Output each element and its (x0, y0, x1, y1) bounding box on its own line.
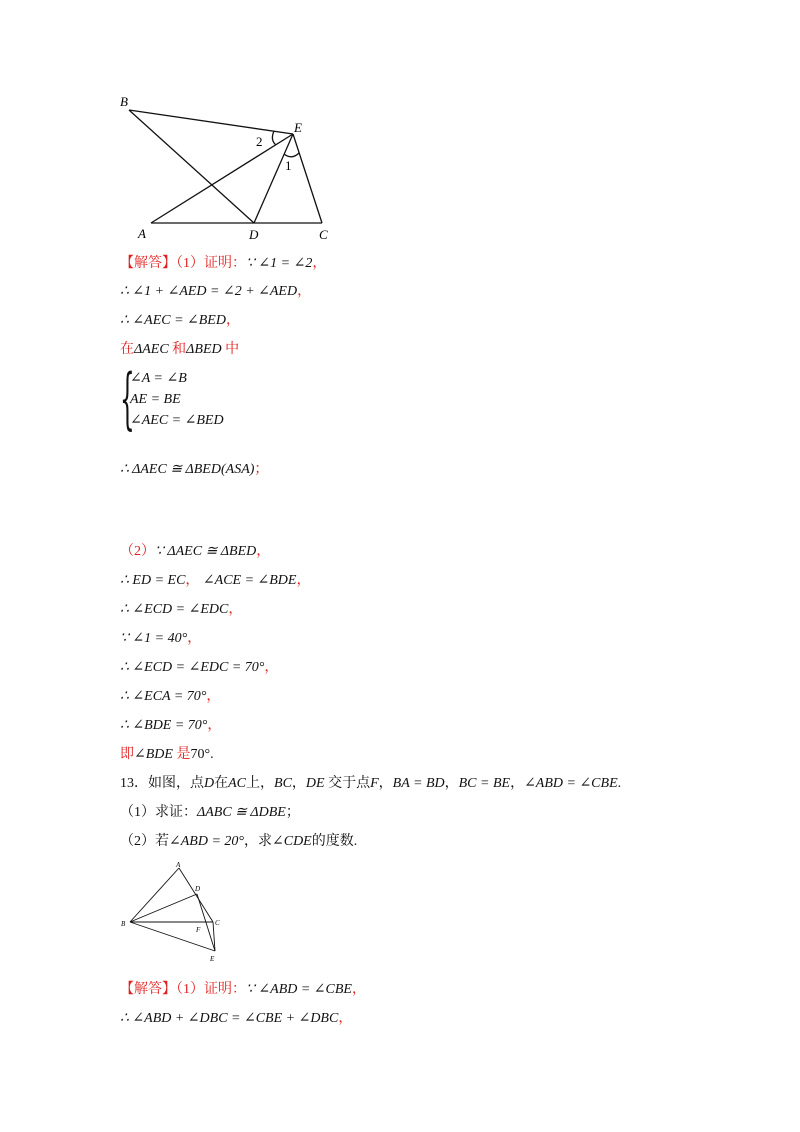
part2-line-6: ∴ ∠ECA = 70°， (120, 689, 221, 704)
problem-13-stem: 13．如图，点D在AC上，BC，DE 交于点F，BA = BD，BC = BE，∠ABD = ∠CBE. (120, 776, 622, 791)
answer-tag: 【解答】 (120, 982, 176, 997)
part2-line-7: ∴ ∠BDE = 70°， (120, 718, 222, 733)
fig1-label-e: E (294, 120, 302, 135)
fig1-label-b: B (120, 94, 128, 109)
problem-13-question-2: （2）若∠ABD = 20°，求∠CDE的度数. (120, 834, 358, 849)
part2-line-8: 即∠BDE 是70°. (120, 747, 214, 762)
fig2-label-a: A (176, 861, 181, 869)
condition-row: ∠AEC = ∠BED (130, 413, 224, 428)
answer-line-3: ∴ ∠AEC = ∠BED， (120, 313, 240, 328)
fig2-label-f: F (196, 926, 201, 934)
answer-line-2: ∴ ∠1 + ∠AED = ∠2 + ∠AED， (120, 284, 312, 299)
fig2-label-c: C (215, 919, 220, 927)
part2-line-2: ∴ ED = EC， ∠ACE = ∠BDE， (120, 573, 311, 588)
fig1-label-a: A (138, 226, 146, 241)
fig1-label-c: C (319, 227, 328, 242)
problem-13-question-1: （1）求证：ΔABC ≅ ΔDBE； (120, 805, 300, 820)
fig1-label-1: 1 (285, 158, 292, 173)
condition-row: ∠A = ∠B (130, 371, 187, 386)
triangle-figure-2 (115, 860, 235, 965)
answer13-line-1: 【解答】（1）证明：∵ ∠ABD = ∠CBE， (120, 982, 366, 997)
answer-line-4: 在ΔAEC 和ΔBED 中 (120, 342, 240, 357)
part-label: （1）证明： (176, 256, 246, 271)
fig2-label-d: D (195, 885, 201, 893)
answer-line-5: ∴ ΔAEC ≅ ΔBED(ASA)； (120, 462, 269, 477)
fig2-label-e: E (210, 955, 215, 963)
part2-line-5: ∴ ∠ECD = ∠EDC = 70°， (120, 660, 279, 675)
answer-line-1: 【解答】（1）证明：∵ ∠1 = ∠2， (120, 256, 327, 271)
part2-line-1: （2）∵ ΔAEC ≅ ΔBED， (120, 544, 271, 559)
condition-row: AE = BE (130, 392, 181, 407)
fig1-label-2: 2 (256, 134, 263, 149)
triangle-figure-1 (110, 90, 340, 245)
answer13-line-2: ∴ ∠ABD + ∠DBC = ∠CBE + ∠DBC， (120, 1011, 353, 1026)
part2-line-3: ∴ ∠ECD = ∠EDC， (120, 602, 243, 617)
part2-line-4: ∵ ∠1 = 40°， (120, 631, 202, 646)
fig2-label-b: B (121, 920, 126, 928)
answer-tag: 【解答】 (120, 256, 176, 271)
fig1-label-d: D (249, 227, 259, 242)
